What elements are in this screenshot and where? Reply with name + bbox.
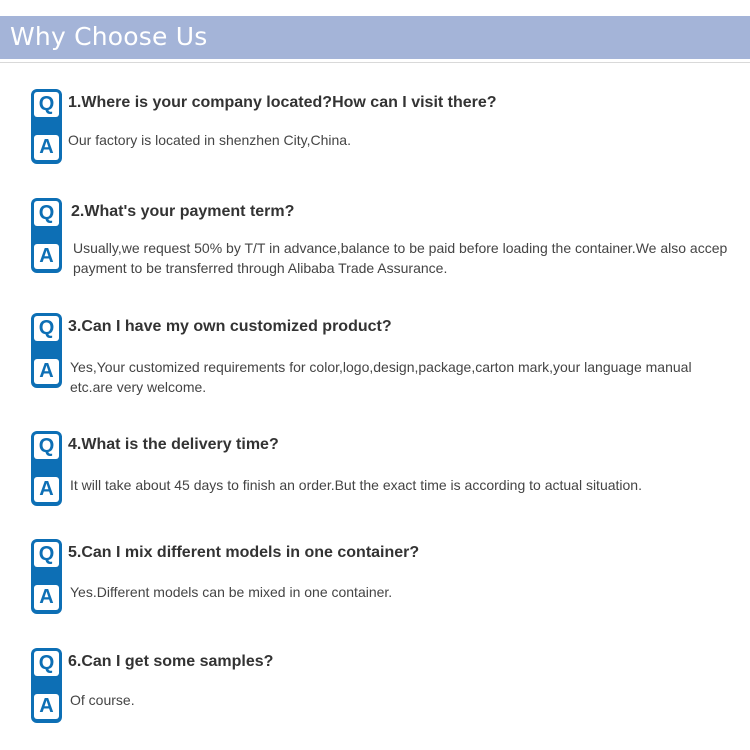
qa-badge <box>31 431 62 506</box>
answer-icon: A <box>34 477 59 502</box>
top-band <box>0 0 750 16</box>
faq-answer: Our factory is located in shenzhen City,China. <box>68 132 351 148</box>
answer-icon: A <box>34 244 59 269</box>
qa-badge <box>31 89 62 164</box>
faq-question: 2.What's your payment term? <box>71 203 295 220</box>
header-divider <box>0 62 750 63</box>
page-title: Why Choose Us <box>10 22 208 51</box>
faq-answer: Usually,we request 50% by T/T in advance,balance to be paid before loading the container.We also accep payment to be transferred through Alibaba Trade Assurance. <box>73 240 728 276</box>
faq-answer: Yes,Your customized requirements for color,logo,design,package,carton mark,your language manual etc.are very welcome. <box>70 359 692 395</box>
qa-badge <box>31 313 62 388</box>
question-icon: Q <box>34 542 59 567</box>
question-icon: Q <box>34 201 59 226</box>
question-icon: Q <box>34 92 59 117</box>
qa-badge <box>31 198 62 273</box>
faq-question: 4.What is the delivery time? <box>68 436 279 453</box>
answer-icon: A <box>34 135 59 160</box>
answer-icon: A <box>34 359 59 384</box>
qa-badge <box>31 648 62 723</box>
faq-question: 1.Where is your company located?How can I visit there? <box>68 94 497 111</box>
faq-question: 6.Can I get some samples? <box>68 653 274 670</box>
faq-answer: It will take about 45 days to finish an order.But the exact time is according to actual situation. <box>70 477 642 493</box>
question-icon: Q <box>34 434 59 459</box>
question-icon: Q <box>34 651 59 676</box>
faq-question: 5.Can I mix different models in one container? <box>68 544 420 561</box>
section-header <box>0 16 750 59</box>
question-icon: Q <box>34 316 59 341</box>
answer-icon: A <box>34 585 59 610</box>
answer-icon: A <box>34 694 59 719</box>
faq-answer: Of course. <box>70 692 135 708</box>
faq-answer: Yes.Different models can be mixed in one container. <box>70 584 393 600</box>
qa-badge <box>31 539 62 614</box>
faq-question: 3.Can I have my own customized product? <box>68 318 392 335</box>
